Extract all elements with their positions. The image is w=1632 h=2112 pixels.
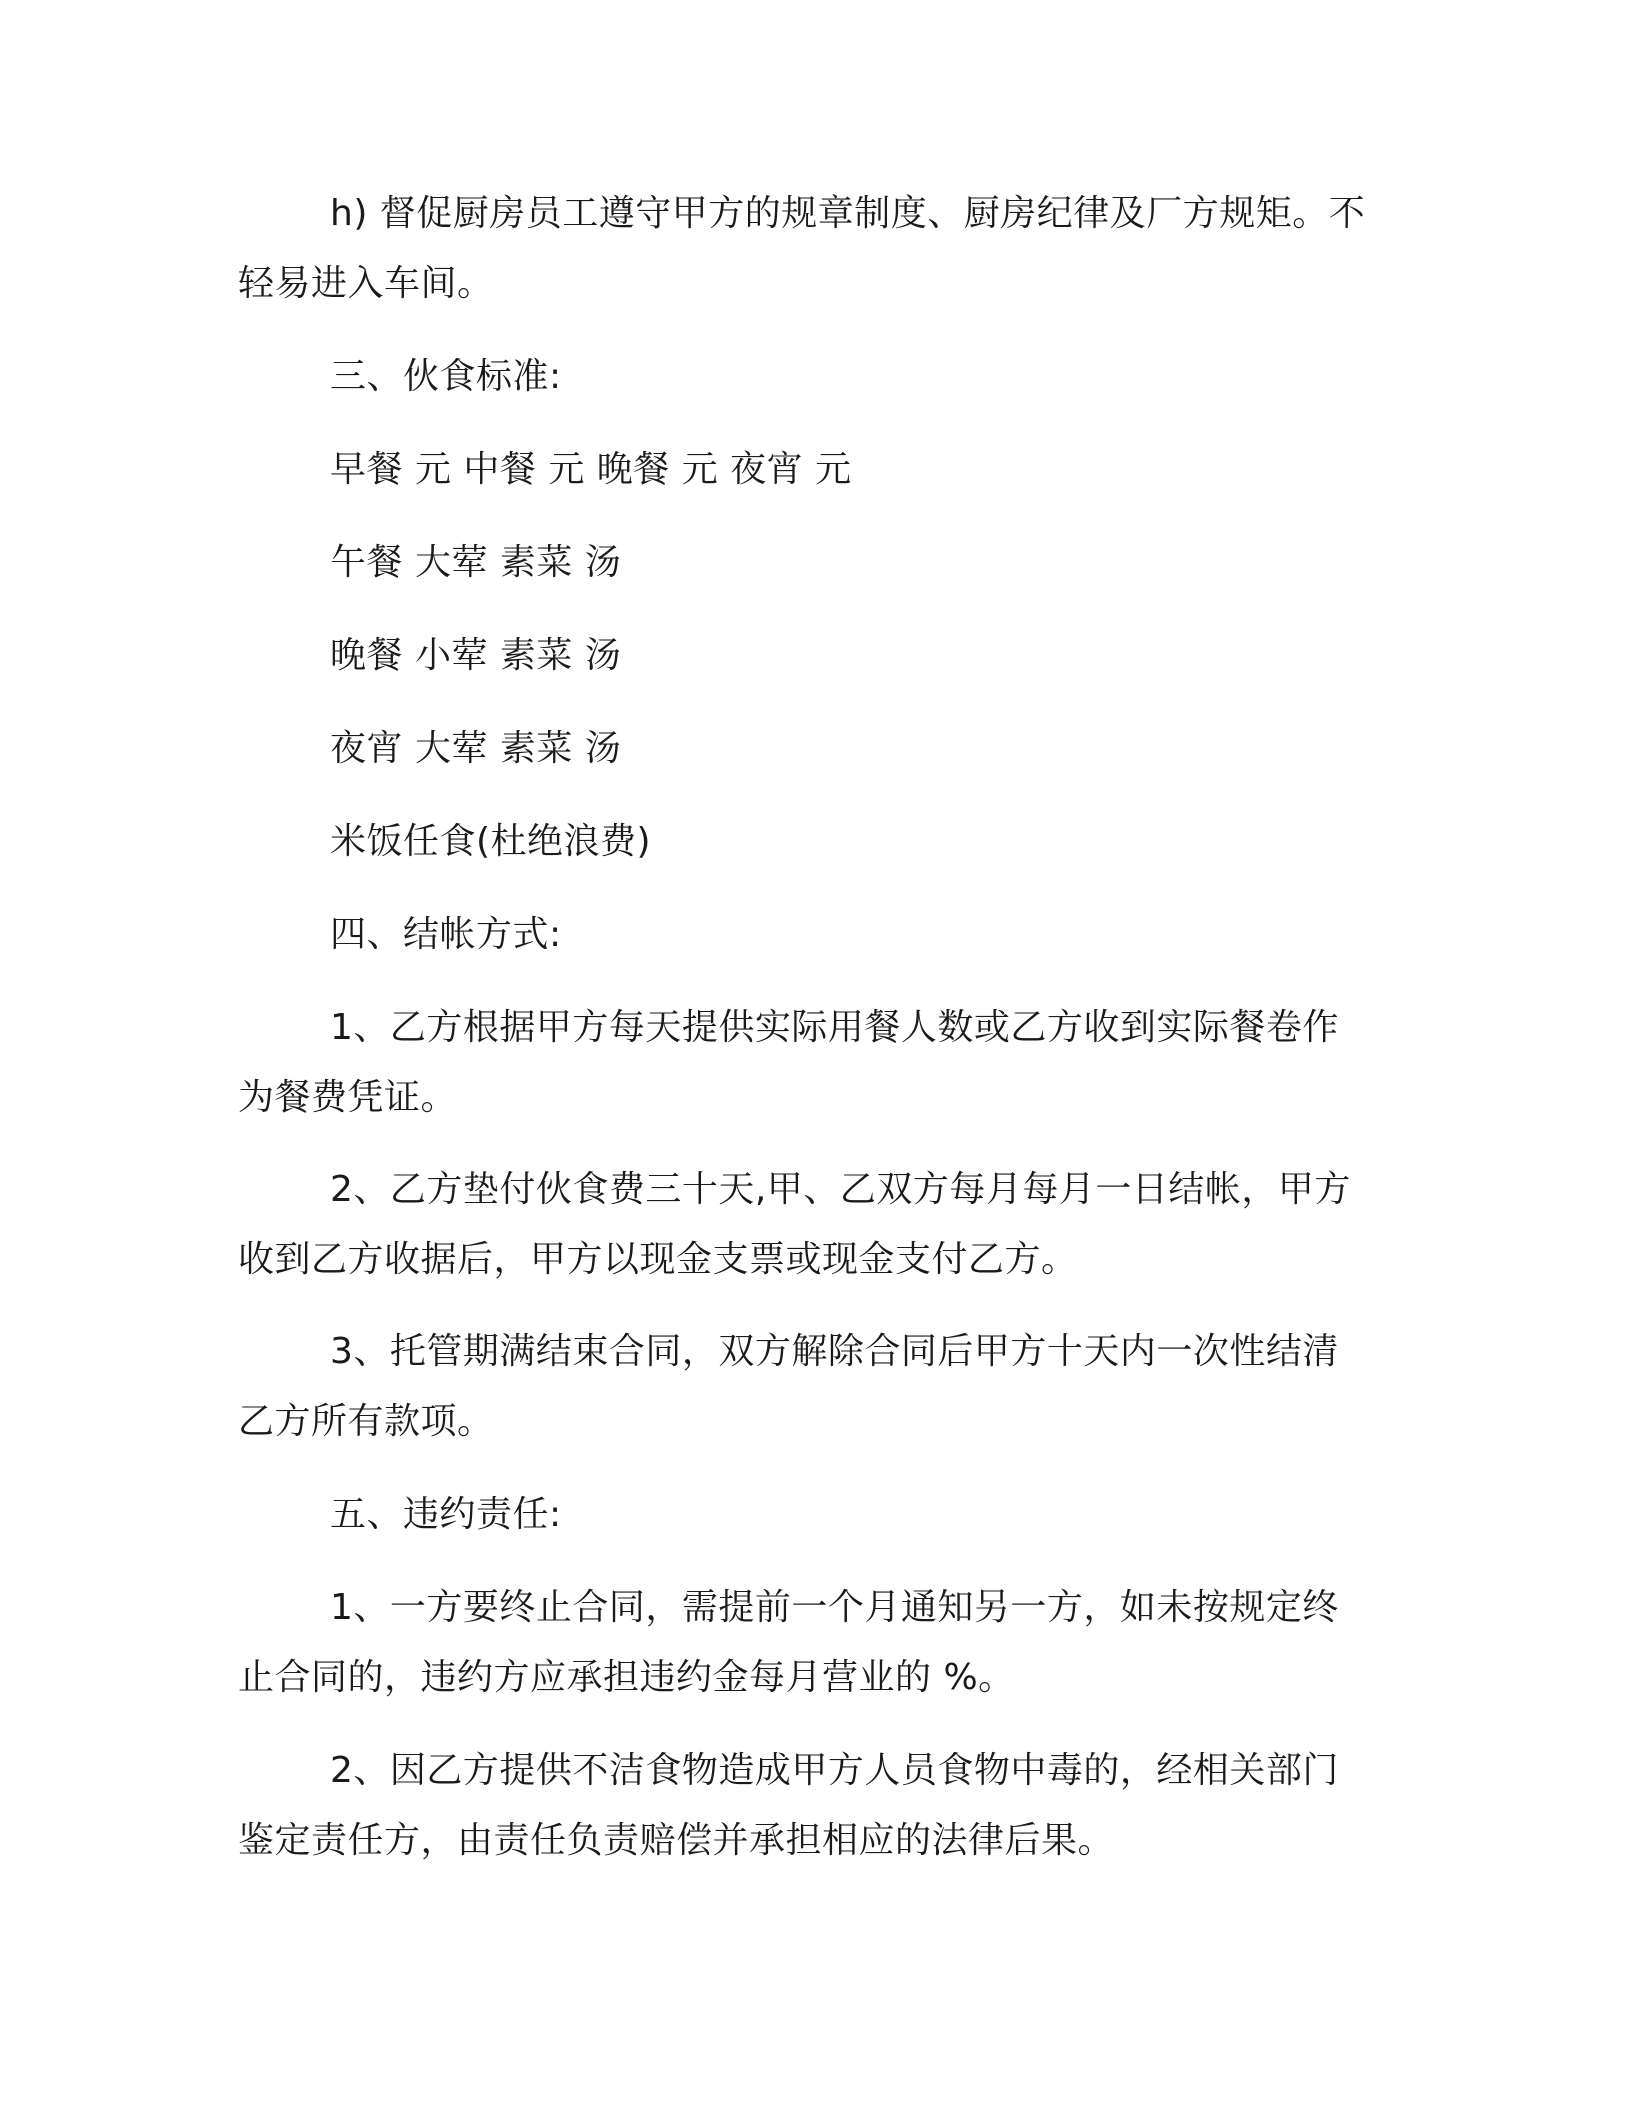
liability-1-line-2: 止合同的，违约方应承担违约金每月营业的 %。 — [238, 1657, 1015, 1698]
clause-h-line-2: 轻易进入车间。 — [238, 263, 494, 304]
section-3-heading: 三、伙食标准: — [330, 356, 562, 397]
settlement-2-line-1: 2、乙方垫付伙食费三十天,甲、乙双方每月每月一日结帐，甲方 — [330, 1169, 1351, 1210]
section-5-heading: 五、违约责任: — [330, 1494, 562, 1535]
clause-h-line-1: h) 督促厨房员工遵守甲方的规章制度、厨房纪律及厂方规矩。不 — [330, 193, 1366, 234]
settlement-3-line-1: 3、托管期满结束合同，双方解除合同后甲方十天内一次性结清 — [330, 1331, 1339, 1372]
late-night-menu-line: 夜宵 大荤 素菜 汤 — [330, 728, 622, 769]
settlement-2-line-2: 收到乙方收据后，甲方以现金支票或现金支付乙方。 — [238, 1239, 1078, 1280]
meal-prices-line: 早餐 元 中餐 元 晚餐 元 夜宵 元 — [330, 449, 852, 490]
dinner-menu-line: 晚餐 小荤 素菜 汤 — [330, 635, 622, 676]
rice-note-line: 米饭任食(杜绝浪费) — [330, 821, 652, 862]
liability-2-line-2: 鉴定责任方，由责任负责赔偿并承担相应的法律后果。 — [238, 1820, 1115, 1861]
liability-1-line-1: 1、一方要终止合同，需提前一个月通知另一方，如未按规定终 — [330, 1587, 1339, 1628]
settlement-1-line-1: 1、乙方根据甲方每天提供实际用餐人数或乙方收到实际餐卷作 — [330, 1007, 1339, 1048]
lunch-menu-line: 午餐 大荤 素菜 汤 — [330, 542, 622, 583]
liability-2-line-1: 2、因乙方提供不洁食物造成甲方人员食物中毒的，经相关部门 — [330, 1750, 1339, 1791]
settlement-3-line-2: 乙方所有款项。 — [238, 1401, 494, 1442]
settlement-1-line-2: 为餐费凭证。 — [238, 1077, 458, 1118]
section-4-heading: 四、结帐方式: — [330, 914, 562, 955]
